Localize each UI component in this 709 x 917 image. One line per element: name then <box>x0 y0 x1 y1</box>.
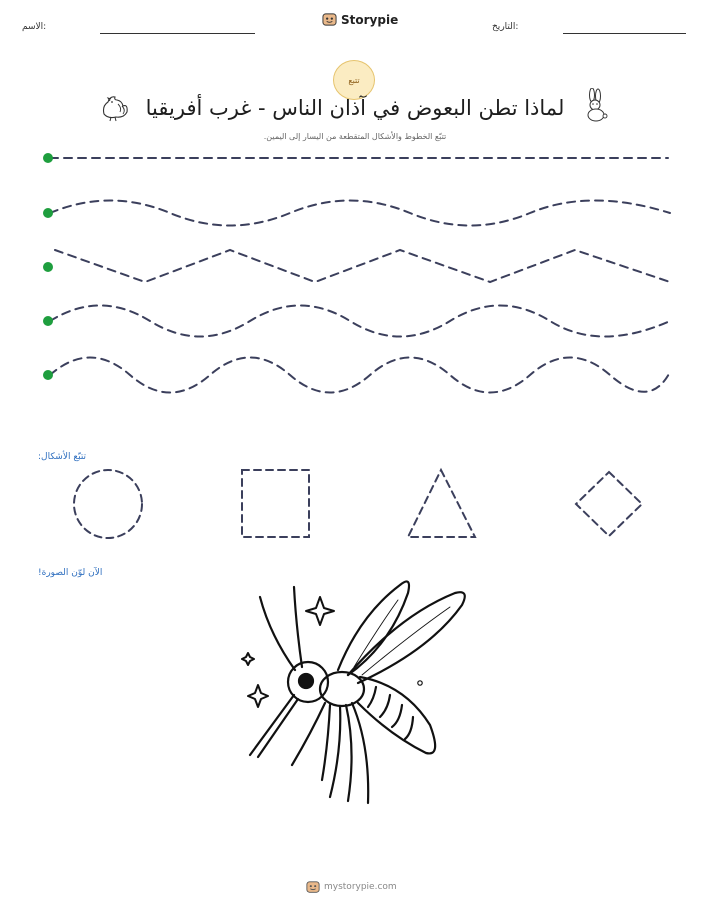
start-dot <box>43 316 53 326</box>
shapes-section-label: تتبّع الأشكال: <box>38 452 87 462</box>
rooster-icon <box>98 92 130 122</box>
sparkle-icon <box>248 685 268 707</box>
start-dot <box>43 153 53 163</box>
trace-line-wave <box>50 306 670 337</box>
start-dot <box>43 208 53 218</box>
sparkle-icon <box>306 597 334 625</box>
coloring-section-label: الآن لوّن الصورة! <box>38 568 103 578</box>
trace-shape-diamond <box>576 472 642 536</box>
tracing-lines <box>0 140 709 400</box>
trace-badge <box>333 60 375 100</box>
trace-line-zigzag <box>55 250 670 282</box>
page-title: لماذا تطن البعوض في آذان الناس - غرب أفريقيا <box>145 96 565 120</box>
name-label: الاسم: <box>22 22 47 32</box>
date-line[interactable] <box>563 33 686 34</box>
trace-shape-circle <box>74 470 142 538</box>
storypie-logo-icon <box>306 880 320 894</box>
footer-url[interactable]: mystorypie.com <box>324 882 397 892</box>
start-dot <box>43 262 53 272</box>
trace-line-gentle-wave <box>50 201 670 226</box>
footer <box>306 880 397 894</box>
start-dot <box>43 370 53 380</box>
rabbit-icon <box>580 88 610 122</box>
trace-line-deep-wave <box>50 358 670 393</box>
brand-name: Storypie <box>341 12 399 27</box>
badge-label: تتبع <box>348 75 360 85</box>
name-line[interactable] <box>100 33 255 34</box>
instructions: تتبّع الخطوط والأشكال المتقطعة من اليسار إلى اليمين. <box>263 132 447 141</box>
sparkle-icon <box>242 653 254 665</box>
trace-shape-triangle <box>408 470 475 537</box>
trace-shape-square <box>242 470 309 537</box>
date-label: التاريخ: <box>492 22 519 32</box>
brand <box>322 12 398 27</box>
storypie-logo-icon <box>322 12 337 27</box>
mosquito-drawing <box>230 575 480 810</box>
tracing-shapes <box>0 465 709 545</box>
